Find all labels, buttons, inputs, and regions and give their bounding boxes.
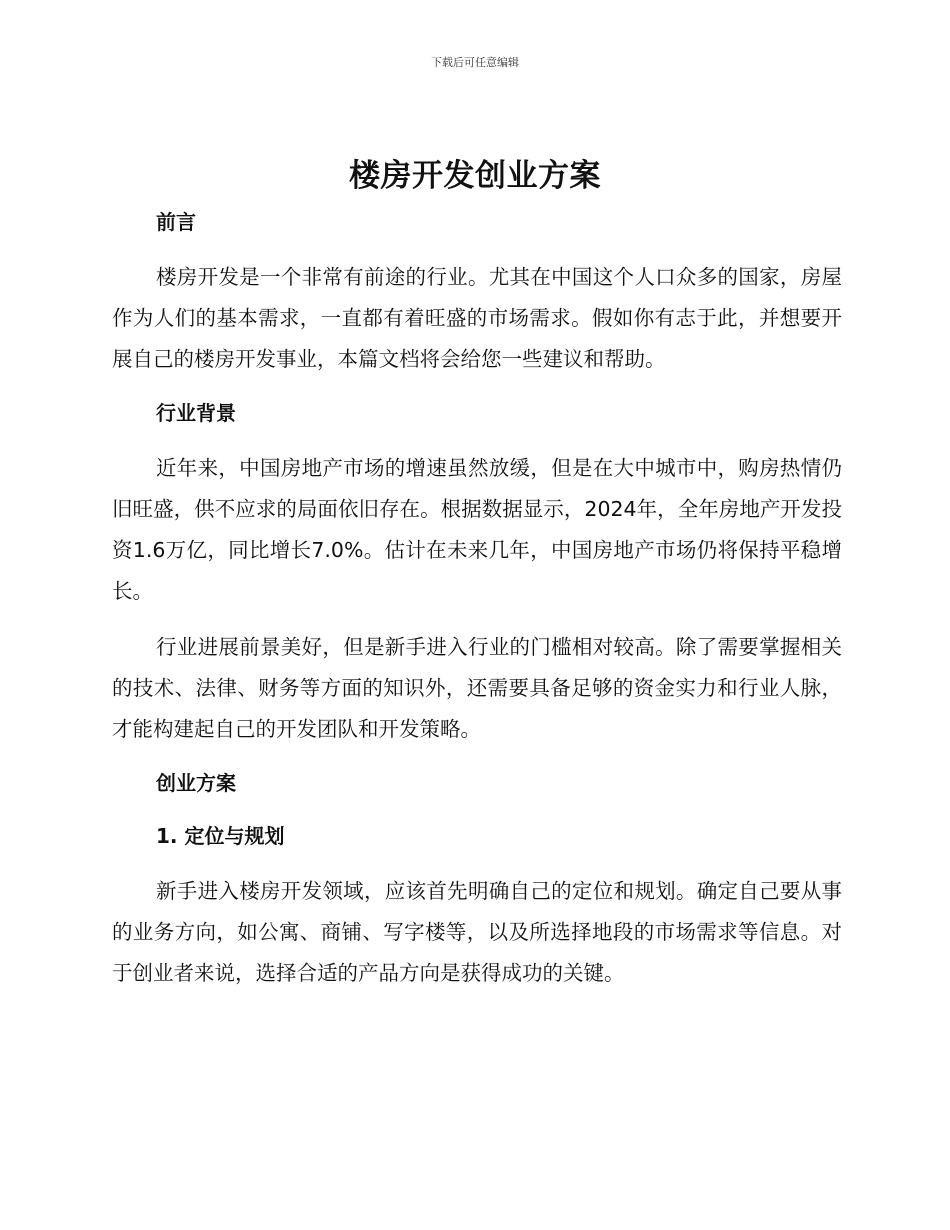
section-heading-plan: 创业方案 bbox=[156, 771, 236, 795]
paragraph-background-1: 近年来，中国房地产市场的增速虽然放缓，但是在大中城市中，购房热情仍旧旺盛，供不应求的局面依旧存在。根据数据显示，2024年，全年房地产开发投资1.6万亿，同比增长7.0%。估计在未来几年，中国房地产市场仍将保持平稳增长。 bbox=[112, 456, 842, 603]
section-heading-background: 行业背景 bbox=[156, 401, 236, 425]
header-note: 下载后可任意编辑 bbox=[431, 56, 519, 69]
subsection-heading-positioning: 1. 定位与规划 bbox=[156, 824, 285, 848]
paragraph-preface: 楼房开发是一个非常有前途的行业。尤其在中国这个人口众多的国家，房屋作为人们的基本需求，一直都有着旺盛的市场需求。假如你有志于此，并想要开展自己的楼房开发事业，本篇文档将会给您一些建议和帮助。 bbox=[112, 265, 842, 371]
paragraph-background-2: 行业进展前景美好，但是新手进入行业的门槛相对较高。除了需要掌握相关的技术、法律、财务等方面的知识外，还需要具备足够的资金实力和行业人脉，才能构建起自己的开发团队和开发策略。 bbox=[112, 635, 842, 741]
paragraph-positioning: 新手进入楼房开发领域，应该首先明确自己的定位和规划。确定自己要从事的业务方向，如公寓、商铺、写字楼等，以及所选择地段的市场需求等信息。对于创业者来说，选择合适的产品方向是获得成功的关键。 bbox=[112, 879, 842, 985]
section-heading-preface: 前言 bbox=[156, 210, 196, 234]
document-title: 楼房开发创业方案 bbox=[349, 158, 601, 194]
document-body bbox=[112, 204, 842, 994]
